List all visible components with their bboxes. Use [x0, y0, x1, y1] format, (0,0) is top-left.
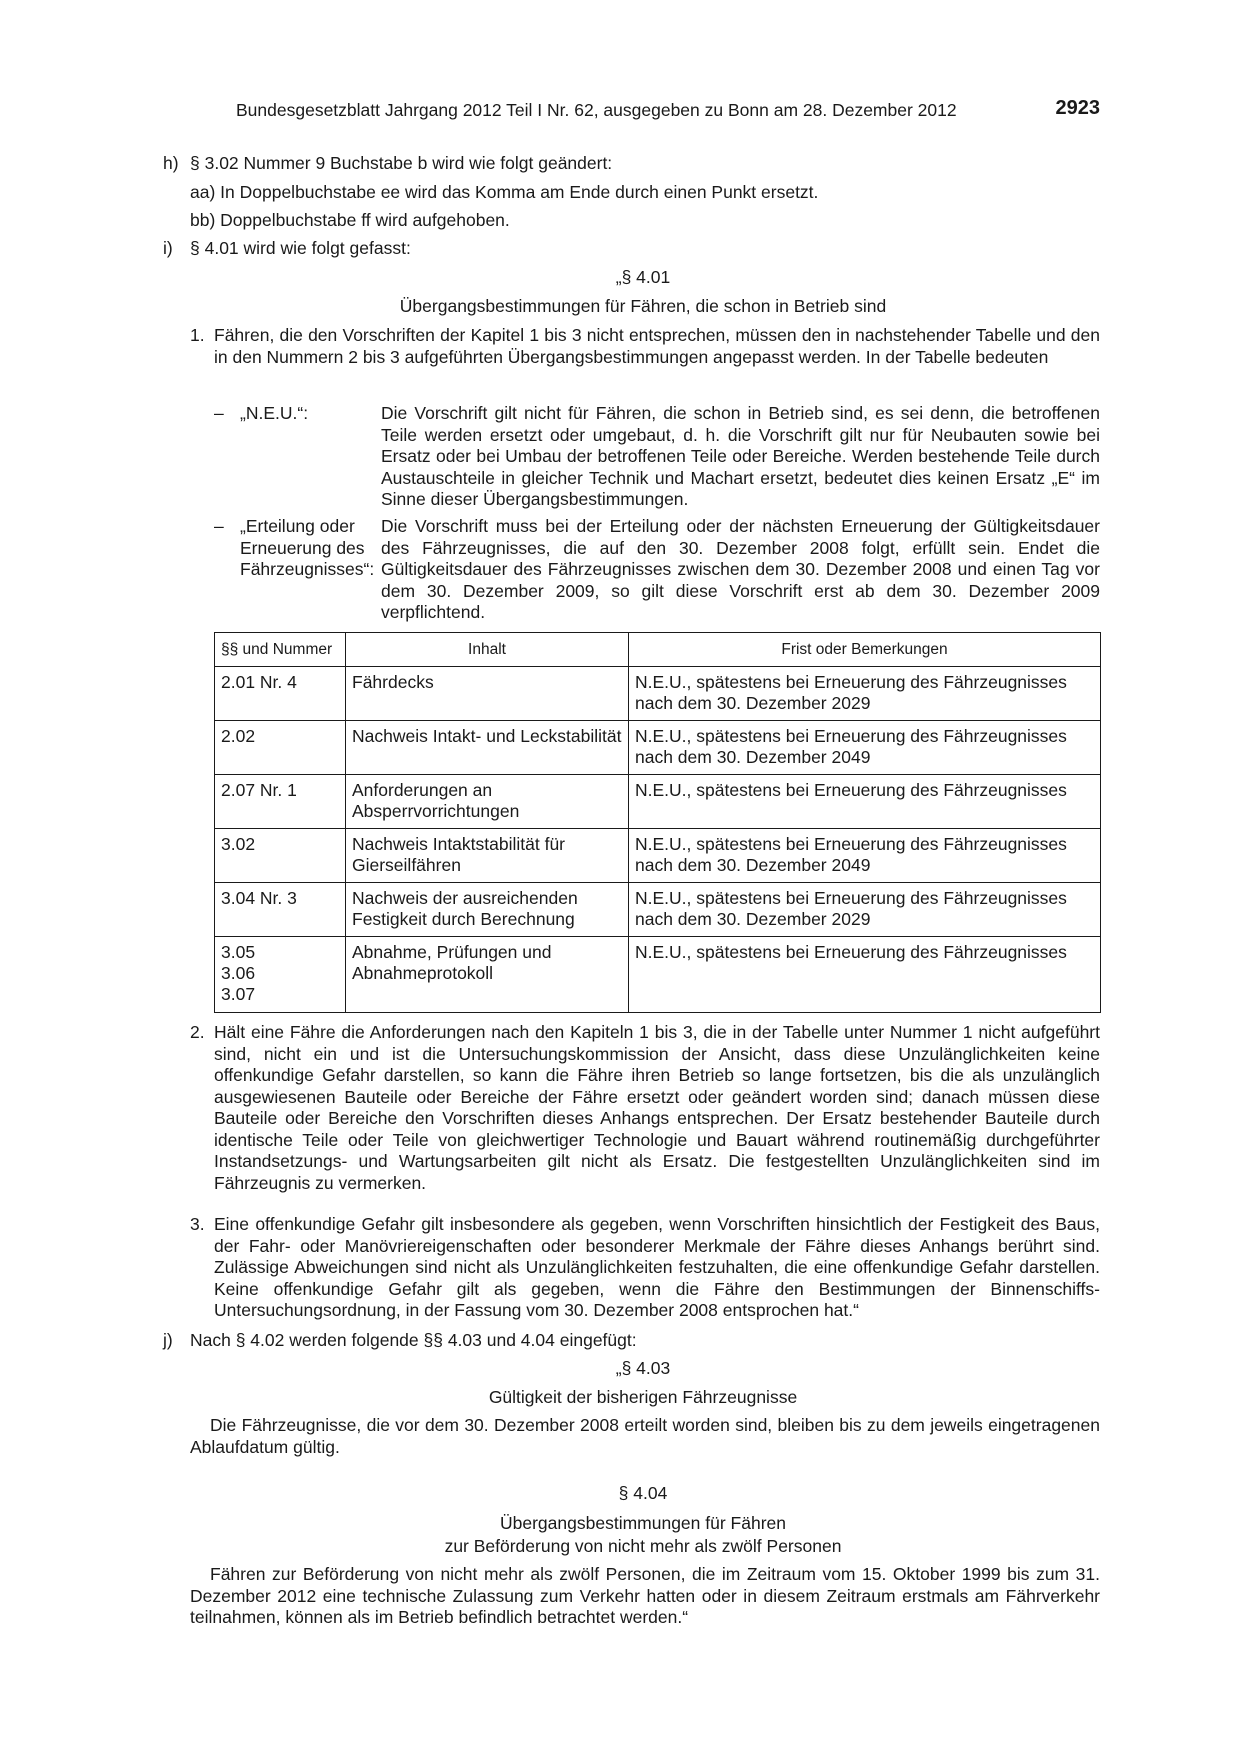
- item-i-label: i): [163, 238, 173, 258]
- item-h-aa: aa) In Doppelbuchstabe ee wird das Komma am Ende durch einen Punkt ersetzt.: [190, 182, 819, 202]
- cell-deadline: N.E.U., spätestens bei Erneuerung des Fährzeugnisses nach dem 30. Dezember 2029: [629, 667, 1101, 721]
- cell-deadline: N.E.U., spätestens bei Erneuerung des Fährzeugnisses: [629, 775, 1101, 829]
- item-2-text: Hält eine Fähre die Anforderungen nach den Kapiteln 1 bis 3, die in der Tabelle unter Nummer 1 nicht aufgeführt sind, nicht ein und ist die Untersuchungskommission der Ansicht, dass diese Unzulänglichkeiten keine offenkundige Gefahr darstellen, so kann die Fähre ihren Betrieb so lange fortsetzen, bis die als unzulänglich ausgewiesenen Bauteile oder Bereiche der Fähre ersetzt oder geändert worden sind; danach müssen diese Bauteile oder Bereiche den Vorschriften dieses Anhangs entsprechen. Der Ersatz bestehender Bauteile durch identische Teile oder Teile von gleichwertiger Technologie und Bauart während routinemäßig durchgeführter Instandsetzungs- und Wartungsarbeiten gilt nicht als Ersatz. Die festgestellten Unzulänglichkeiten sind im Fährzeugnis zu vermerken.: [214, 1022, 1100, 1193]
- item-3-text: Eine offenkundige Gefahr gilt insbesondere als gegeben, wenn Vorschriften hinsichtlich der Festigkeit des Baus, der Fahr- oder Manövriereigenschaften oder besonderer Merkmale der Fähre dieses Anhangs berührt sind. Zulässige Abweichungen sind nicht als Unzulänglichkeiten festzuhalten, die eine offenkundige Gefahr darstellen. Keine offenkundige Gefahr gilt als gegeben, wenn die Fähre den Bestimmungen der Binnenschiffs-Untersuchungsordnung, in der Fassung vom 30. Dezember 2008 entsprochen hat.“: [214, 1214, 1100, 1320]
- page-number: 2923: [1055, 97, 1100, 119]
- section-4-03-number: „§ 4.03: [615, 1358, 671, 1378]
- table-row: [215, 721, 1101, 775]
- transition-rules-table: [214, 632, 1101, 1013]
- item-h-bb: bb) Doppelbuchstabe ff wird aufgehoben.: [190, 210, 510, 230]
- column-header-deadline: Frist oder Bemerkungen: [629, 633, 1101, 667]
- section-4-01-title: Übergangsbestimmungen für Fähren, die schon in Betrieb sind: [399, 296, 887, 316]
- cell-deadline: N.E.U., spätestens bei Erneuerung des Fährzeugnisses nach dem 30. Dezember 2029: [629, 883, 1101, 937]
- definition-2-dash: –: [214, 516, 224, 536]
- table-row: [215, 937, 1101, 1013]
- section-4-04-title-line-2: zur Beförderung von nicht mehr als zwölf Personen: [444, 1536, 842, 1556]
- cell-content: Abnahme, Prüfungen und Abnahmeprotokoll: [346, 937, 629, 1013]
- table-row: [215, 829, 1101, 883]
- cell-content: Anforderungen an Absperrvorrichtungen: [346, 775, 629, 829]
- section-4-03-text: Die Fährzeugnisse, die vor dem 30. Dezember 2008 erteilt worden sind, bleiben bis zu dem jeweils eingetragenen Ablaufdatum gültig.: [190, 1415, 1100, 1457]
- column-header-section: §§ und Nummer: [215, 633, 346, 667]
- section-4-01-number: „§ 4.01: [615, 267, 671, 287]
- table-row: [215, 883, 1101, 937]
- item-h-label: h): [163, 153, 179, 173]
- definition-2-term: „Erteilung oder Erneuerung des Fährzeugnisses“:: [240, 516, 375, 579]
- item-2-number: 2.: [190, 1022, 205, 1042]
- table-header-row: [215, 633, 1101, 667]
- definition-1-dash: –: [214, 403, 224, 423]
- cell-content: Fährdecks: [346, 667, 629, 721]
- section-4-03-title: Gültigkeit der bisherigen Fährzeugnisse: [488, 1387, 798, 1407]
- cell-section: 3.04 Nr. 3: [215, 883, 346, 937]
- cell-content: Nachweis der ausreichenden Festigkeit durch Berechnung: [346, 883, 629, 937]
- cell-content: Nachweis Intakt- und Leckstabilität: [346, 721, 629, 775]
- header-title: Bundesgesetzblatt Jahrgang 2012 Teil I Nr. 62, ausgegeben zu Bonn am 28. Dezember 2012: [236, 100, 957, 120]
- section-4-04-text: Fähren zur Beförderung von nicht mehr als zwölf Personen, die im Zeitraum vom 15. Oktober 1999 bis zum 31. Dezember 2012 eine technische Zulassung zum Verkehr hatten oder in diesem Zeitraum erstmals am Fährverkehr teilnahmen, können als im Betrieb befindlich betrachtet werden.“: [190, 1564, 1100, 1627]
- table-row: [215, 667, 1101, 721]
- definition-1-term: „N.E.U.“:: [240, 403, 309, 423]
- cell-deadline: N.E.U., spätestens bei Erneuerung des Fährzeugnisses: [629, 937, 1101, 1013]
- item-3-number: 3.: [190, 1214, 205, 1234]
- item-j-label: j): [163, 1330, 173, 1350]
- cell-section: 2.02: [215, 721, 346, 775]
- item-j-text: Nach § 4.02 werden folgende §§ 4.03 und 4.04 eingefügt:: [190, 1330, 637, 1350]
- cell-deadline: N.E.U., spätestens bei Erneuerung des Fährzeugnisses nach dem 30. Dezember 2049: [629, 721, 1101, 775]
- item-i-text: § 4.01 wird wie folgt gefasst:: [190, 238, 411, 258]
- section-4-04-title-line-1: Übergangsbestimmungen für Fähren: [500, 1513, 786, 1533]
- column-header-content: Inhalt: [346, 633, 629, 667]
- item-1-text: Fähren, die den Vorschriften der Kapitel 1 bis 3 nicht entsprechen, müssen den in nachstehender Tabelle und den in den Nummern 2 bis 3 aufgeführten Übergangsbestimmungen angepasst werden. In der Tabelle bedeuten: [214, 325, 1100, 367]
- cell-content: Nachweis Intaktstabilität für Gierseilfähren: [346, 829, 629, 883]
- cell-section: 2.07 Nr. 1: [215, 775, 346, 829]
- section-4-04-number: § 4.04: [618, 1483, 668, 1503]
- table-row: [215, 775, 1101, 829]
- cell-section: 3.05 3.06 3.07: [215, 937, 346, 1013]
- cell-section: 3.02: [215, 829, 346, 883]
- page-header: [236, 97, 1100, 124]
- cell-deadline: N.E.U., spätestens bei Erneuerung des Fährzeugnisses nach dem 30. Dezember 2049: [629, 829, 1101, 883]
- definition-1-text: Die Vorschrift gilt nicht für Fähren, die schon in Betrieb sind, es sei denn, die betroffenen Teile werden ersetzt oder umgebaut, d. h. die Vorschrift gilt nur für Neubauten sowie bei Ersatz oder bei Umbau der betroffenen Teile oder Bereiche. Werden bestehende Teile durch Austauschteile in gleicher Technik und Machart ersetzt, bedeutet dies keinen Ersatz „E“ im Sinne dieser Übergangsbestimmungen.: [381, 403, 1100, 509]
- definition-2-text: Die Vorschrift muss bei der Erteilung oder der nächsten Erneuerung der Gültigkeitsdauer des Fährzeugnisses, die auf den 30. Dezember 2008 folgt, erfüllt sein. Endet die Gültigkeitsdauer des Fährzeugnisses zwischen dem 30. Dezember 2008 und einen Tag vor dem 30. Dezember 2009, so gilt diese Vorschrift erst ab dem 30. Dezember 2009 verpflichtend.: [381, 516, 1100, 622]
- item-1-number: 1.: [190, 325, 205, 345]
- cell-section: 2.01 Nr. 4: [215, 667, 346, 721]
- item-h-text: § 3.02 Nummer 9 Buchstabe b wird wie folgt geändert:: [190, 153, 613, 173]
